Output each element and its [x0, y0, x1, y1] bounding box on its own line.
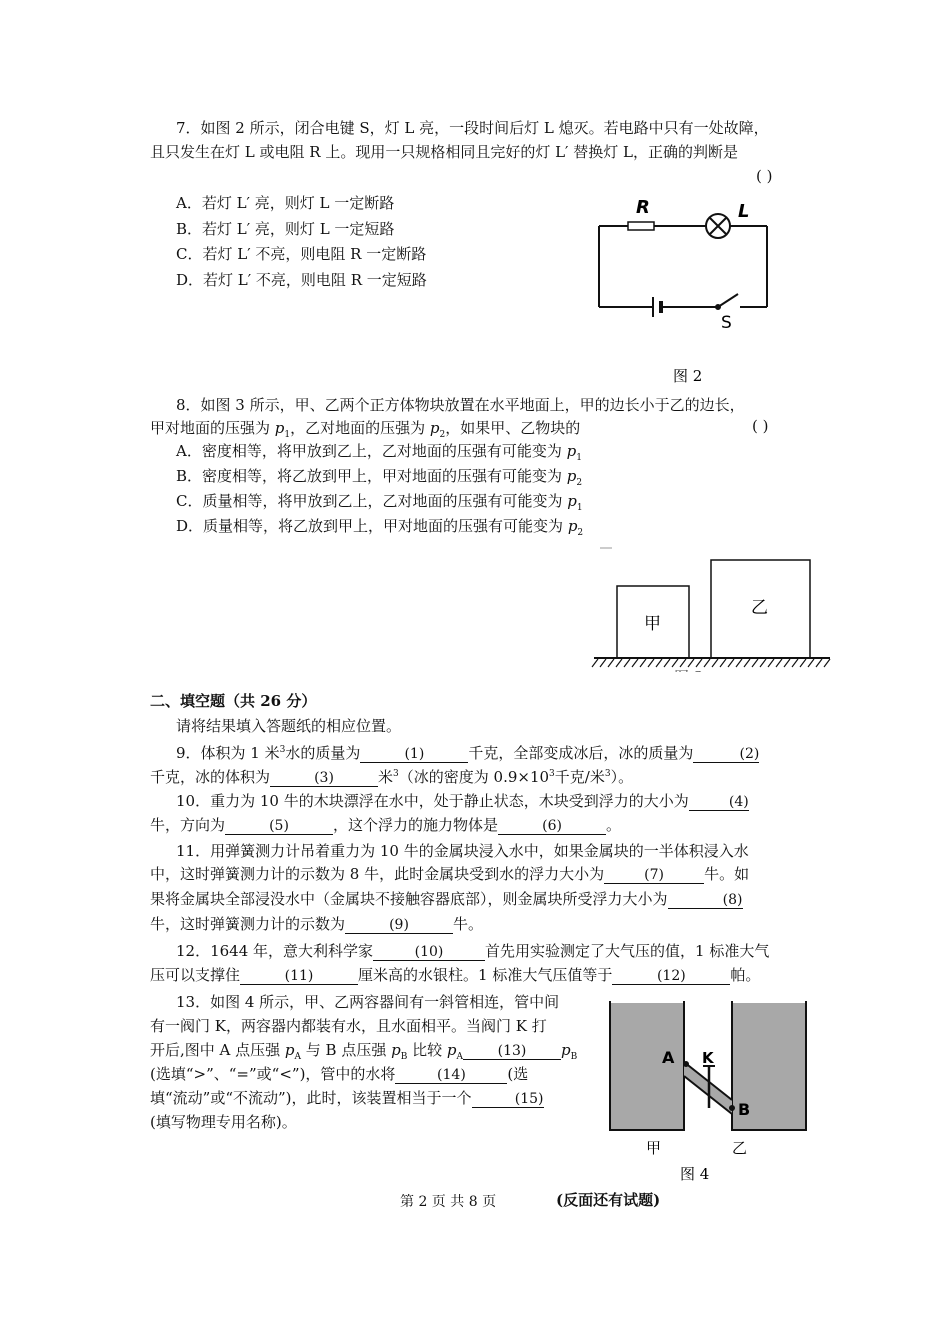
- q8-option-a: A．密度相等，将甲放到乙上，乙对地面的压强有可能变为 $p_1$: [176, 442, 582, 463]
- blank-2[interactable]: (2): [693, 746, 759, 763]
- blank-3[interactable]: (3): [270, 770, 378, 787]
- blank-11[interactable]: (11): [240, 968, 358, 985]
- fig4-label-a: A: [662, 1048, 675, 1067]
- blank-7[interactable]: (7): [604, 867, 704, 884]
- q7-line1: 7．如图 2 所示，闭合电键 S，灯 L 亮，一段时间后灯 L 熄灭。若电路中只有一处故障，: [176, 119, 769, 137]
- blank-14[interactable]: (14): [395, 1067, 507, 1084]
- q7-option-d: D．若灯 L′ 不亮，则电阻 R 一定短路: [176, 271, 427, 289]
- fig4-label-jia: 甲: [646, 1139, 662, 1157]
- blank-8[interactable]: (8): [668, 892, 743, 909]
- q8-option-c: C．质量相等，将甲放到乙上，乙对地面的压强有可能变为 $p_1$: [176, 492, 583, 513]
- footer-note: (反面还有试题): [556, 1191, 661, 1209]
- q12-line1: 12．1644 年，意大利科学家 (10) 首先用实验测定了大气压的值，1 标准大气: [176, 942, 770, 960]
- section-2-instruction: 请将结果填入答题纸的相应位置。: [176, 717, 402, 735]
- q10-line1: 10．重力为 10 牛的木块漂浮在水中，处于静止状态，木块受到浮力的大小为 (4): [176, 792, 749, 810]
- q13-line2: 有一阀门 K，两容器内都装有水，且水面相平。当阀门 K 打: [150, 1017, 547, 1035]
- fig3-label-jia: 甲: [644, 614, 661, 634]
- q11-line2: 中，这时弹簧测力计的示数为 8 牛，此时金属块受到水的浮力大小为 (7) 牛。如: [150, 865, 750, 883]
- q11-line1: 11．用弹簧测力计吊着重力为 10 牛的金属块浸入水中，如果金属块的一半体积浸入水: [176, 842, 749, 860]
- q11-line4: 牛，这时弹簧测力计的示数为 (9) 牛。: [150, 915, 484, 933]
- fig2-label-s: S: [721, 313, 732, 333]
- blank-6[interactable]: (6): [498, 818, 606, 835]
- blank-9[interactable]: (9): [345, 917, 453, 934]
- q13-line5: 填“流动”或“不流动”)，此时，该装置相当于一个 (15): [150, 1089, 544, 1107]
- q7-option-c: C．若灯 L′ 不亮，则电阻 R 一定断路: [176, 245, 427, 263]
- fig4-label-yi: 乙: [732, 1139, 748, 1157]
- q13-line3: 开后,图中 A 点压强 $p_A$ 与 B 点压强 $p_B$ 比较 $p_A$ (13) $p_B$: [150, 1041, 578, 1062]
- blank-15[interactable]: (15): [472, 1091, 544, 1108]
- blank-1[interactable]: (1): [360, 746, 468, 763]
- q8-option-b: B．密度相等，将乙放到甲上，甲对地面的压强有可能变为 $p_2$: [176, 467, 583, 488]
- q13-line4: (选填“>”、“=”或“<”)，管中的水将 (14) (选: [150, 1065, 529, 1083]
- q9-line2: 千克，冰的体积为 (3) 米$^3$（冰的密度为 $0.9\times 10^3$千克/米$^3$）。: [150, 768, 634, 786]
- q7-option-b: B．若灯 L′ 亮，则灯 L 一定短路: [176, 220, 395, 238]
- blank-5[interactable]: (5): [225, 818, 333, 835]
- q10-line2: 牛，方向为 (5) ，这个浮力的施力物体是 (6) 。: [150, 816, 622, 834]
- fig2-label-l: L: [738, 201, 750, 222]
- fig4-label-k: K: [702, 1049, 714, 1067]
- q13-line6: (填写物理专用名称)。: [150, 1113, 297, 1131]
- q7-bracket: ( ): [756, 167, 773, 185]
- q12-line2: 压可以支撑住 (11) 厘米高的水银柱。1 标准大气压值等于 (12) 帕。: [150, 966, 761, 984]
- blank-10[interactable]: (10): [373, 944, 485, 961]
- q8-line2: 甲对地面的压强为 $p_1$，乙对地面的压强为 $p_2$，如果甲、乙物块的: [150, 419, 581, 440]
- footer-page-number: 第 2 页 共 8 页: [400, 1194, 497, 1210]
- fig4-caption: 图 4: [680, 1165, 710, 1183]
- fig3-label-yi: 乙: [751, 598, 768, 618]
- q8-line1: 8．如图 3 所示，甲、乙两个正方体物块放置在水平地面上，甲的边长小于乙的边长，: [176, 396, 745, 414]
- blank-13[interactable]: (13): [463, 1043, 561, 1060]
- blank-4[interactable]: (4): [689, 794, 749, 811]
- q9-line1: 9．体积为 1 米$^3$水的质量为 (1) 千克，全部变成冰后，冰的质量为 (2): [176, 744, 760, 762]
- q13-line1: 13．如图 4 所示，甲、乙两容器间有一斜管相连，管中间: [176, 993, 560, 1011]
- q8-bracket: ( ): [752, 417, 769, 435]
- q8-option-d: D．质量相等，将乙放到甲上，甲对地面的压强有可能变为 $p_2$: [176, 517, 584, 538]
- fig2-label-r: R: [636, 197, 650, 218]
- q11-line3: 果将金属块全部浸没水中（金属块不接触容器底部），则金属块所受浮力大小为 (8): [150, 890, 743, 908]
- fig2-caption: 图 2: [673, 367, 703, 385]
- fig4-label-b: B: [738, 1100, 751, 1119]
- q7-line2: 且只发生在灯 L 或电阻 R 上。现用一只规格相同且完好的灯 L′ 替换灯 L，正确的判断是: [150, 143, 738, 161]
- section-2-title: 二、填空题（共 26 分）: [150, 692, 317, 710]
- point-a: [683, 1061, 689, 1067]
- point-b: [729, 1105, 735, 1111]
- blank-12[interactable]: (12): [612, 968, 730, 985]
- q7-option-a: A．若灯 L′ 亮，则灯 L 一定断路: [176, 194, 395, 212]
